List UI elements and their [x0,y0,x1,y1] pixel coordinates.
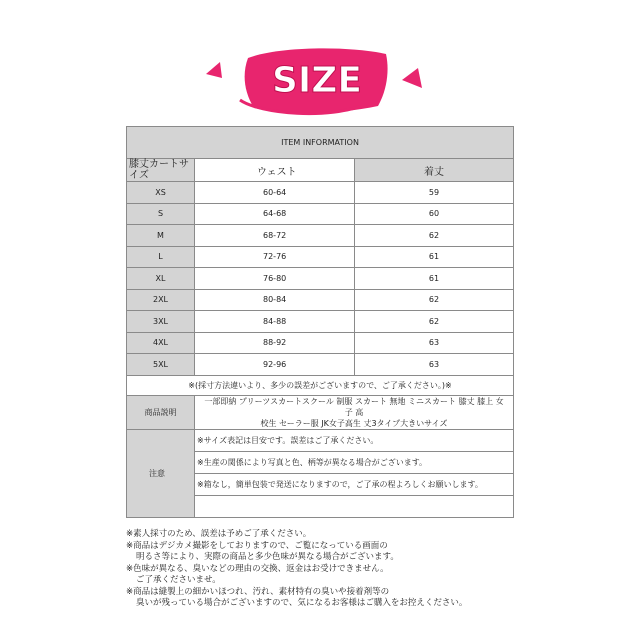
size-cell: 5XL [127,354,195,376]
size-cell: 3XL [127,311,195,333]
banner-text: SIZE [271,60,363,101]
note-item [195,495,514,517]
desc-line: 一部即納 プリーツスカートスクール 制服 スカート 無地 ミニスカート 膝丈 膝上 女子 高 [204,396,504,417]
col-header-length: 着丈 [355,159,514,182]
length-cell: 59 [355,182,514,204]
size-cell: XL [127,268,195,290]
table-row [127,246,514,268]
size-cell: 2XL [127,289,195,311]
length-cell: 63 [355,332,514,354]
footer-line: 明るさ等により、実際の商品と多少色味が異なる場合がございます。 [136,552,399,562]
waist-cell: 80-84 [195,289,355,311]
left-flag-icon [206,62,222,78]
desc-label: 商品説明 [127,395,195,429]
footer-line: ※商品はデジカメ撮影をしておりますので、ご覧になっている画面の [126,540,388,551]
size-table [126,126,514,518]
footer-line: ※色味が異なる、臭いなどの理由の交換、返金はお受けできません。 [126,563,389,574]
notes-label: 注意 [127,429,195,517]
footer-line: ご了承くださいませ。 [136,575,221,585]
table-row [127,268,514,290]
note-item: ※サイズ表記は目安です。誤差はご了承ください。 [195,429,514,451]
size-cell: L [127,246,195,268]
footer-line: ※商品は縫製上の細かいほつれ、汚れ、素材特有の臭いや接着剤等の [126,586,390,597]
measure-note: ※(採寸方法違いより、多少の誤差がございますので、ご了承ください。)※ [127,375,514,395]
length-cell: 61 [355,268,514,290]
waist-cell: 92-96 [195,354,355,376]
size-banner [190,40,450,120]
table-row [127,182,514,204]
size-cell: XS [127,182,195,204]
table-row [127,354,514,376]
waist-cell: 88-92 [195,332,355,354]
table-row [127,311,514,333]
waist-cell: 64-68 [195,203,355,225]
right-flag-icon [402,68,422,88]
waist-cell: 68-72 [195,225,355,247]
length-cell: 60 [355,203,514,225]
length-cell: 62 [355,225,514,247]
waist-cell: 60-64 [195,182,355,204]
size-cell: M [127,225,195,247]
note-item: ※箱なし，簡単包装で発送になりますので，ご了承の程よろしくお願いします。 [195,473,514,495]
waist-cell: 72-76 [195,246,355,268]
note-item: ※生産の関係により写真と色、柄等が異なる場合がございます。 [195,451,514,473]
col-header-size: 膝丈カートサイズ [127,159,195,182]
table-row [127,225,514,247]
table-row [127,332,514,354]
length-cell: 62 [355,311,514,333]
size-cell: S [127,203,195,225]
footer-line: 臭いが残っている場合がございますので、気になるお客様はご購入をお控えください。 [136,598,468,608]
table-title: ITEM INFORMATION [127,127,514,159]
product-description [195,395,514,429]
table-row [127,203,514,225]
length-cell: 62 [355,289,514,311]
waist-cell: 76-80 [195,268,355,290]
length-cell: 61 [355,246,514,268]
table-row [127,289,514,311]
waist-cell: 84-88 [195,311,355,333]
length-cell: 63 [355,354,514,376]
col-header-waist: ウェスト [195,159,355,182]
footer-notes [126,529,546,610]
desc-line: 校生 セーラー服 JK女子高生 丈3タイプ大きいサイズ [260,418,448,428]
footer-line: ※素人採寸のため、誤差は予めご了承ください。 [126,529,312,539]
size-cell: 4XL [127,332,195,354]
